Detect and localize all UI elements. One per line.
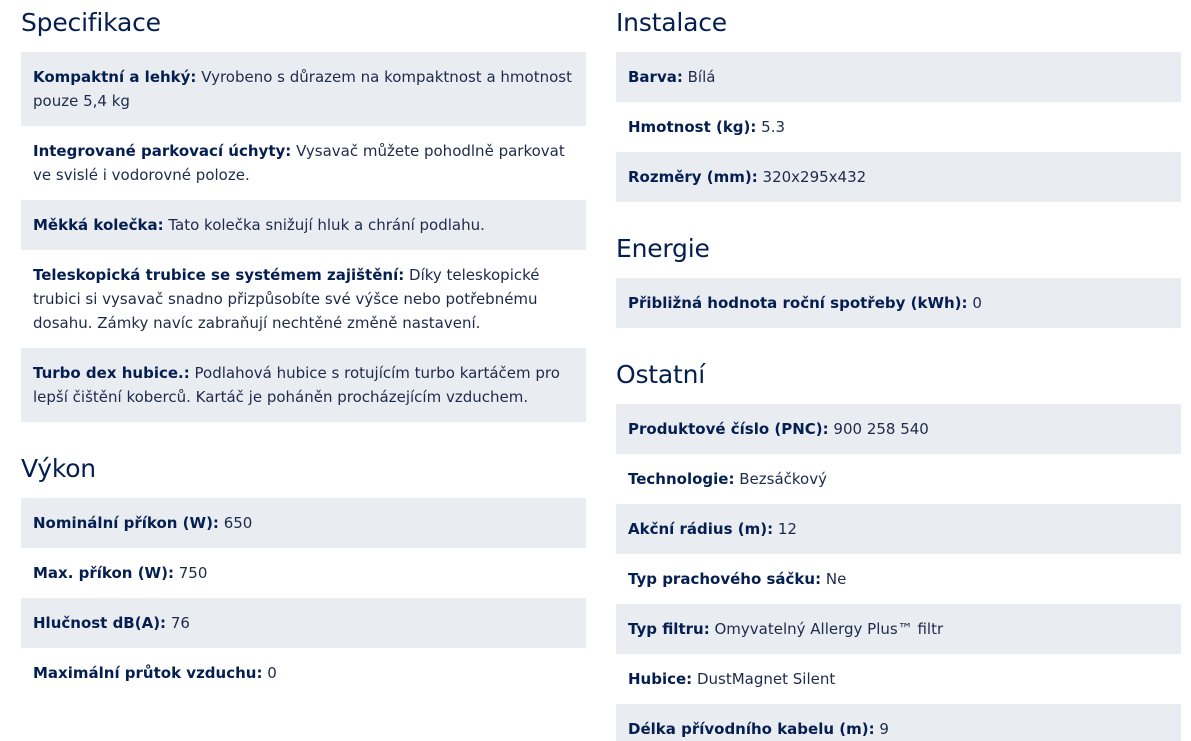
- spec-value: Bezsáčkový: [739, 470, 827, 488]
- spec-value: 12: [777, 520, 797, 538]
- spec-label: Měkká kolečka:: [33, 216, 164, 234]
- spec-label: Teleskopická trubice se systémem zajištění:: [33, 266, 405, 284]
- energy-row-consumption: [616, 278, 1181, 328]
- spec-label: Kompaktní a lehký:: [33, 68, 197, 86]
- spec-value: DustMagnet Silent: [696, 670, 836, 688]
- section-other: [616, 352, 1181, 741]
- spec-row-parking: [21, 126, 586, 200]
- spacer: [21, 422, 586, 446]
- spec-label: Integrované parkovací úchyty:: [33, 142, 292, 160]
- other-row-cable-length: [616, 704, 1181, 741]
- spec-label: Produktové číslo (PNC):: [628, 420, 829, 438]
- spec-value: Omyvatelný Allergy Plus™ filtr: [714, 620, 944, 638]
- spec-label: Max. příkon (W):: [33, 564, 174, 582]
- right-column: [616, 0, 1181, 741]
- section-title-specifications: Specifikace: [21, 8, 161, 37]
- perf-row-noise: [21, 598, 586, 648]
- spec-label: Technologie:: [628, 470, 735, 488]
- spec-value: Vyrobeno s důrazem na kompaktnost a hmotnost pouze 5,4 kg: [33, 68, 572, 110]
- install-row-weight: [616, 102, 1181, 152]
- spec-value: Vysavač můžete pohodlně parkovat ve svislé i vodorovné poloze.: [33, 142, 565, 184]
- other-row-radius: [616, 504, 1181, 554]
- spec-label: Typ filtru:: [628, 620, 710, 638]
- spec-label: Hlučnost dB(A):: [33, 614, 167, 632]
- spec-row-wheels: [21, 200, 586, 250]
- spec-value: Ne: [825, 570, 847, 588]
- install-row-color: [616, 52, 1181, 102]
- spec-value: 76: [170, 614, 190, 632]
- spec-label: Přibližná hodnota roční spotřeby (kWh):: [628, 294, 968, 312]
- other-row-bag-type: [616, 554, 1181, 604]
- spec-row-compact: [21, 52, 586, 126]
- spec-label: Nominální příkon (W):: [33, 514, 219, 532]
- left-column: [21, 0, 586, 698]
- section-performance: [21, 446, 586, 698]
- other-row-pnc: [616, 404, 1181, 454]
- other-row-nozzle: [616, 654, 1181, 704]
- spec-value: 0: [267, 664, 277, 682]
- spec-value: 5.3: [761, 118, 786, 136]
- spacer: [616, 328, 1181, 352]
- spec-value: Podlahová hubice s rotujícím turbo kartáčem pro lepší čištění koberců. Kartáč je poháněn procházejícím vzduchem.: [33, 364, 560, 406]
- perf-row-max-power: [21, 548, 586, 598]
- spec-label: Hubice:: [628, 670, 693, 688]
- spec-value: 900 258 540: [833, 420, 929, 438]
- section-title-energy: Energie: [616, 234, 710, 263]
- spec-label: Délka přívodního kabelu (m):: [628, 720, 875, 738]
- spec-label: Hmotnost (kg):: [628, 118, 757, 136]
- spec-label: Turbo dex hubice.:: [33, 364, 190, 382]
- spec-label: Maximální průtok vzduchu:: [33, 664, 263, 682]
- spec-value: 0: [972, 294, 982, 312]
- other-row-technology: [616, 454, 1181, 504]
- spec-label: Rozměry (mm):: [628, 168, 758, 186]
- spec-value: 750: [178, 564, 208, 582]
- spec-value: Tato kolečka snižují hluk a chrání podlahu.: [168, 216, 485, 234]
- section-title-performance: Výkon: [21, 454, 96, 483]
- spec-label: Barva:: [628, 68, 683, 86]
- spec-value: 650: [223, 514, 253, 532]
- perf-row-airflow: [21, 648, 586, 698]
- spec-row-telescopic: [21, 250, 586, 348]
- section-title-installation: Instalace: [616, 8, 727, 37]
- install-row-dimensions: [616, 152, 1181, 202]
- spec-value: Díky teleskopické trubici si vysavač snadno přizpůsobíte své výšce nebo potřebnému dosahu. Zámky navíc zabraňují nechtěné změně nastavení.: [33, 266, 540, 332]
- section-installation: [616, 0, 1181, 202]
- spec-value: 320x295x432: [762, 168, 867, 186]
- spacer: [616, 202, 1181, 226]
- spec-value: 9: [879, 720, 889, 738]
- section-specifications: [21, 0, 586, 422]
- section-title-other: Ostatní: [616, 360, 706, 389]
- perf-row-nominal-power: [21, 498, 586, 548]
- spec-label: Akční rádius (m):: [628, 520, 774, 538]
- other-row-filter: [616, 604, 1181, 654]
- spec-row-turbo: [21, 348, 586, 422]
- section-energy: [616, 226, 1181, 328]
- spec-label: Typ prachového sáčku:: [628, 570, 822, 588]
- spec-value: Bílá: [687, 68, 716, 86]
